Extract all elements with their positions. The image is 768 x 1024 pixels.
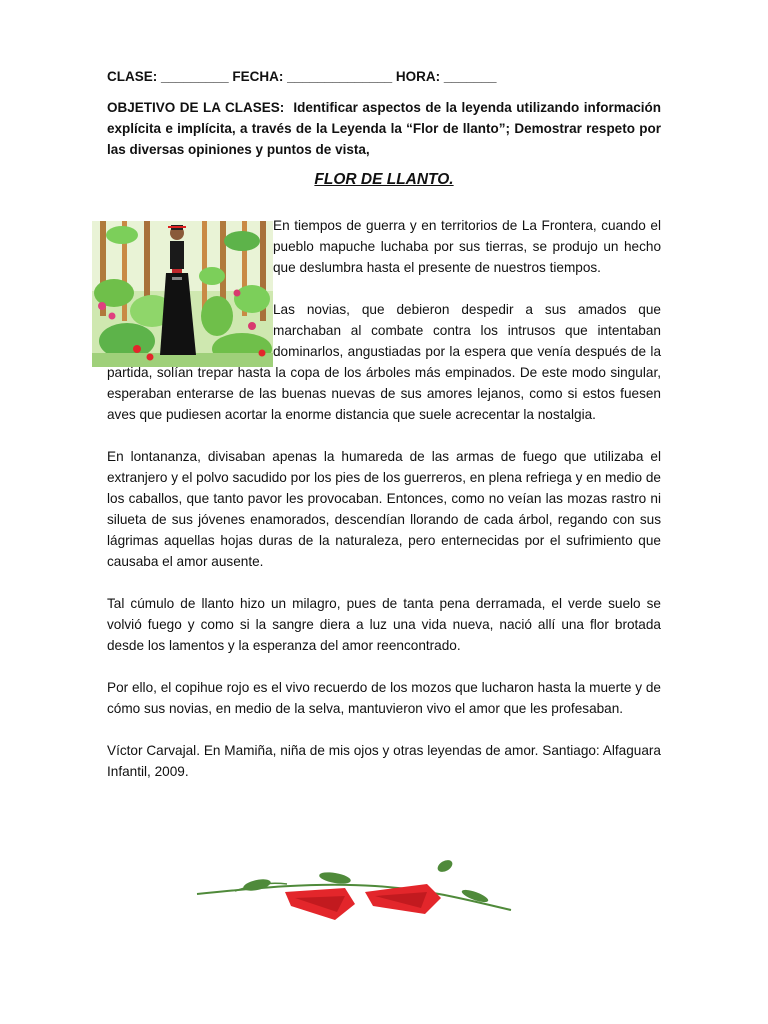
citation: Víctor Carvajal. En Mamiña, niña de mis ojos y otras leyendas de amor. Santiago: Alfaguara Infantil, 2009. (107, 743, 661, 779)
objective-label: OBJETIVO DE LA CLASES: (107, 100, 285, 115)
paragraph-3: En lontananza, divisaban apenas la humareda de las armas de fuego que utilizaba el extranjero y el polvo sacudido por los pies de los guerreros, en plena refriega y en medio de los caballos, que tanto pavor les provocaban. Entonces, como no veían las mozas rastro ni silueta de sus jóvenes enamorados, descendían llorando de cada árbol, regando con sus lágrimas aquellas hojas duras de la naturaleza, pero enternecidas por el sufrimiento que causaba el amor ausente. (107, 449, 661, 569)
legend-title: FLOR DE LLANTO. (314, 171, 454, 188)
legend-body (107, 215, 661, 803)
paragraph-4: Tal cúmulo de llanto hizo un milagro, pues de tanta pena derramada, el verde suelo se volvió fuego y como si la sangre diera a luz una vida nueva, nació allí una flor brotada desde los lamentos y la esperanza del amor reencontrado. (107, 596, 661, 653)
objective-text: Identificar aspectos de la leyenda utilizando información explícita e implícita, a través de la Leyenda la “Flor de llanto”; Demostrar respeto por las diversas opiniones y puntos de vista, (107, 100, 661, 157)
class-date-time-fields: CLASE: _________ FECHA: ______________ HORA: _______ (107, 69, 497, 84)
paragraph-1: En tiempos de guerra y en territorios de La Frontera, cuando el pueblo mapuche luchaba por sus tierras, se produjo un hecho que deslumbra hasta el presente de nuestros tiempos. (273, 218, 661, 275)
paragraph-2: Las novias, que debieron despedir a sus amados que marchaban al combate contra los intrusos que intentaban dominarlos, angustiadas por la espera que venía después de la partida, solían trepar hasta la copa de los árboles más empinados. De este modo singular, esperaban enterarse de las buenas nuevas de sus amores lejanos, como si estos fuesen aves que pudiesen acortar la enorme distancia que suele acrecentar la nostalgia. (107, 302, 661, 422)
copihue-flower-decoration (195, 858, 515, 928)
lesson-objective (107, 97, 661, 160)
paragraph-5: Por ello, el copihue rojo es el vivo recuerdo de los mozos que lucharon hasta la muerte y de cómo sus novias, en medio de la selva, mantuvieron vivo el amor que les profesaban. (107, 680, 661, 716)
